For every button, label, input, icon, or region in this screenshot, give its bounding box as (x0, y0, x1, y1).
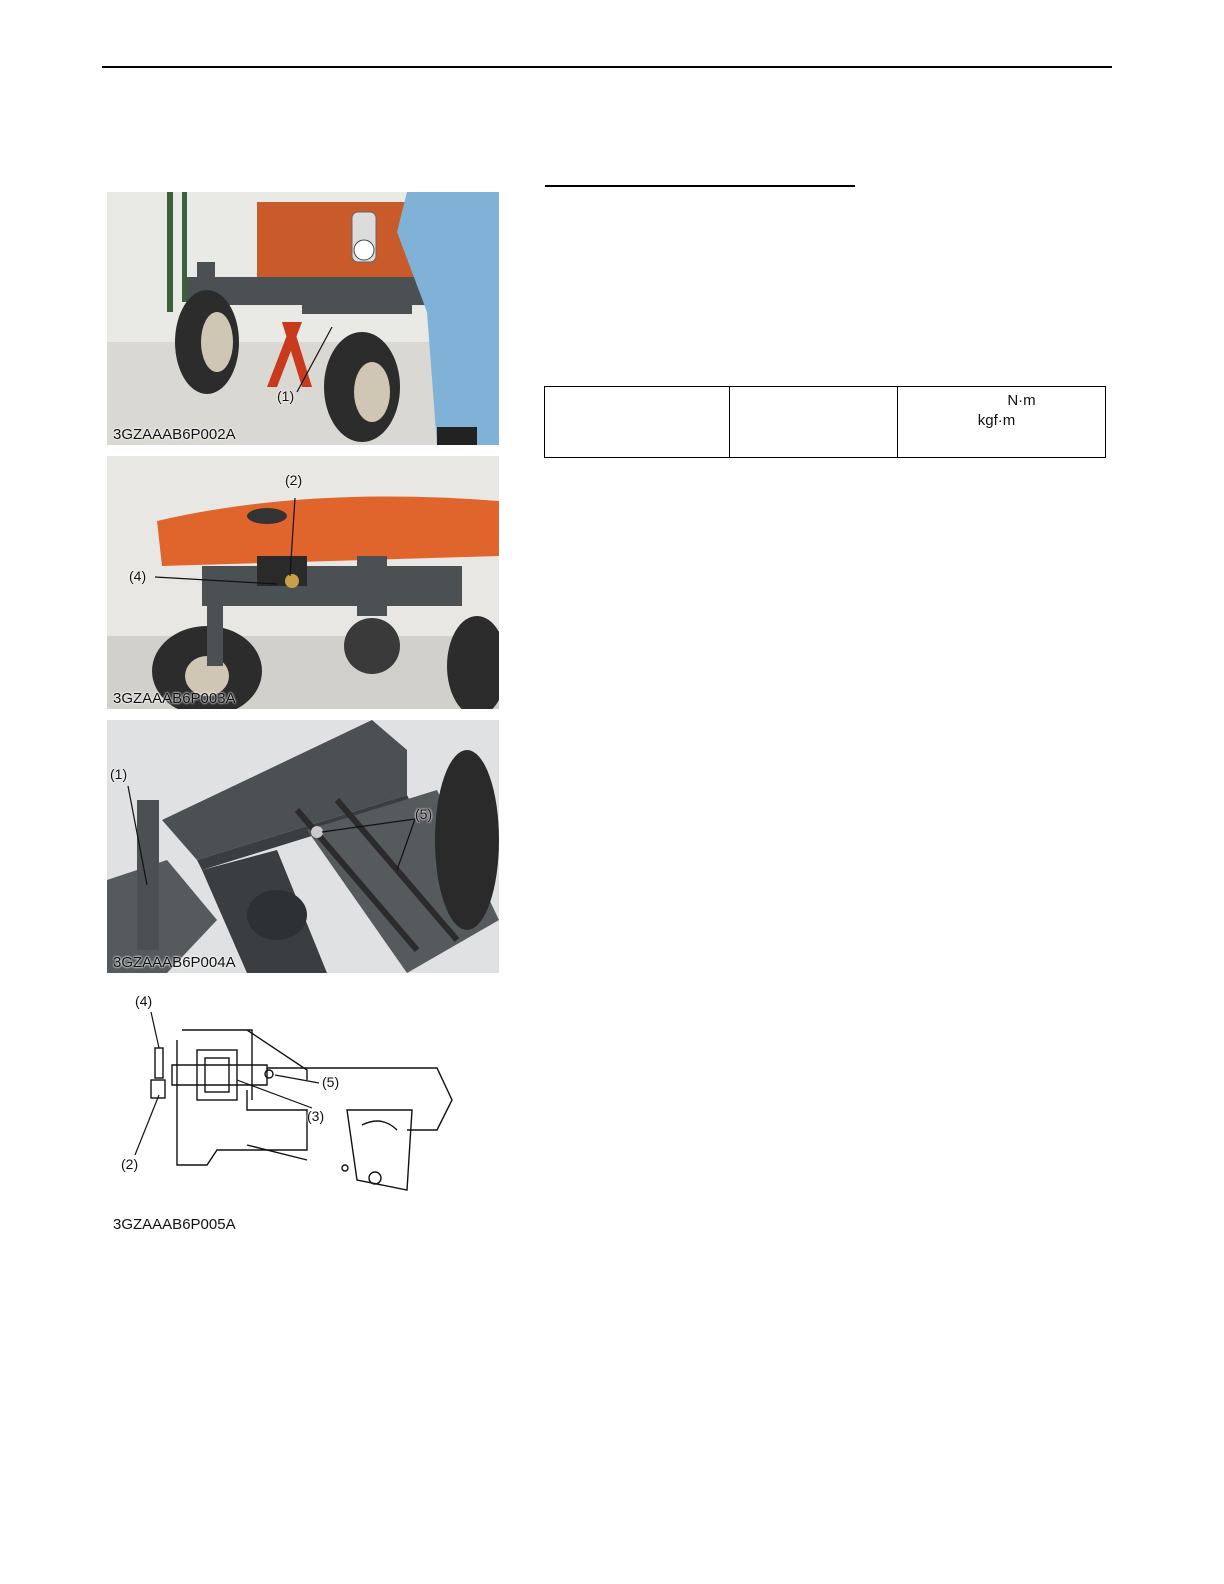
tractor-front-photo (107, 456, 499, 709)
callout-4: (4) (129, 568, 147, 584)
callout-2: (2) (285, 472, 303, 488)
unit-cell (898, 387, 1106, 458)
unit-kgfm: kgf·m (977, 412, 1016, 429)
callout-2: (2) (121, 1156, 139, 1172)
figure-caption: 3GZAAAB6P003A (113, 690, 236, 707)
callout-3: (3) (307, 1108, 325, 1124)
callout-5: (5) (415, 806, 433, 822)
figure-caption: 3GZAAAB6P005A (113, 1216, 236, 1233)
frame-underside-photo (107, 720, 499, 973)
callout-1: (1) (110, 766, 128, 782)
section-heading-rule (545, 185, 855, 187)
header-rule (102, 66, 1112, 68)
unit-nm: N·m (1007, 392, 1036, 409)
figure-photo-1 (107, 192, 499, 445)
tractor-frame-photo-1 (107, 192, 499, 445)
figure-photo-3 (107, 720, 499, 973)
callout-4: (4) (135, 993, 153, 1009)
figure-caption: 3GZAAAB6P004A (113, 954, 236, 971)
callout-5: (5) (322, 1074, 340, 1090)
figure-photo-2 (107, 456, 499, 709)
table-cell (730, 387, 898, 458)
figure-drawing (107, 990, 499, 1235)
spec-table (544, 386, 1106, 458)
table-cell (545, 387, 730, 458)
callout-1: (1) (277, 388, 295, 404)
table-row (545, 387, 1106, 458)
hinge-assembly-drawing (107, 990, 499, 1235)
figure-caption: 3GZAAAB6P002A (113, 426, 236, 443)
